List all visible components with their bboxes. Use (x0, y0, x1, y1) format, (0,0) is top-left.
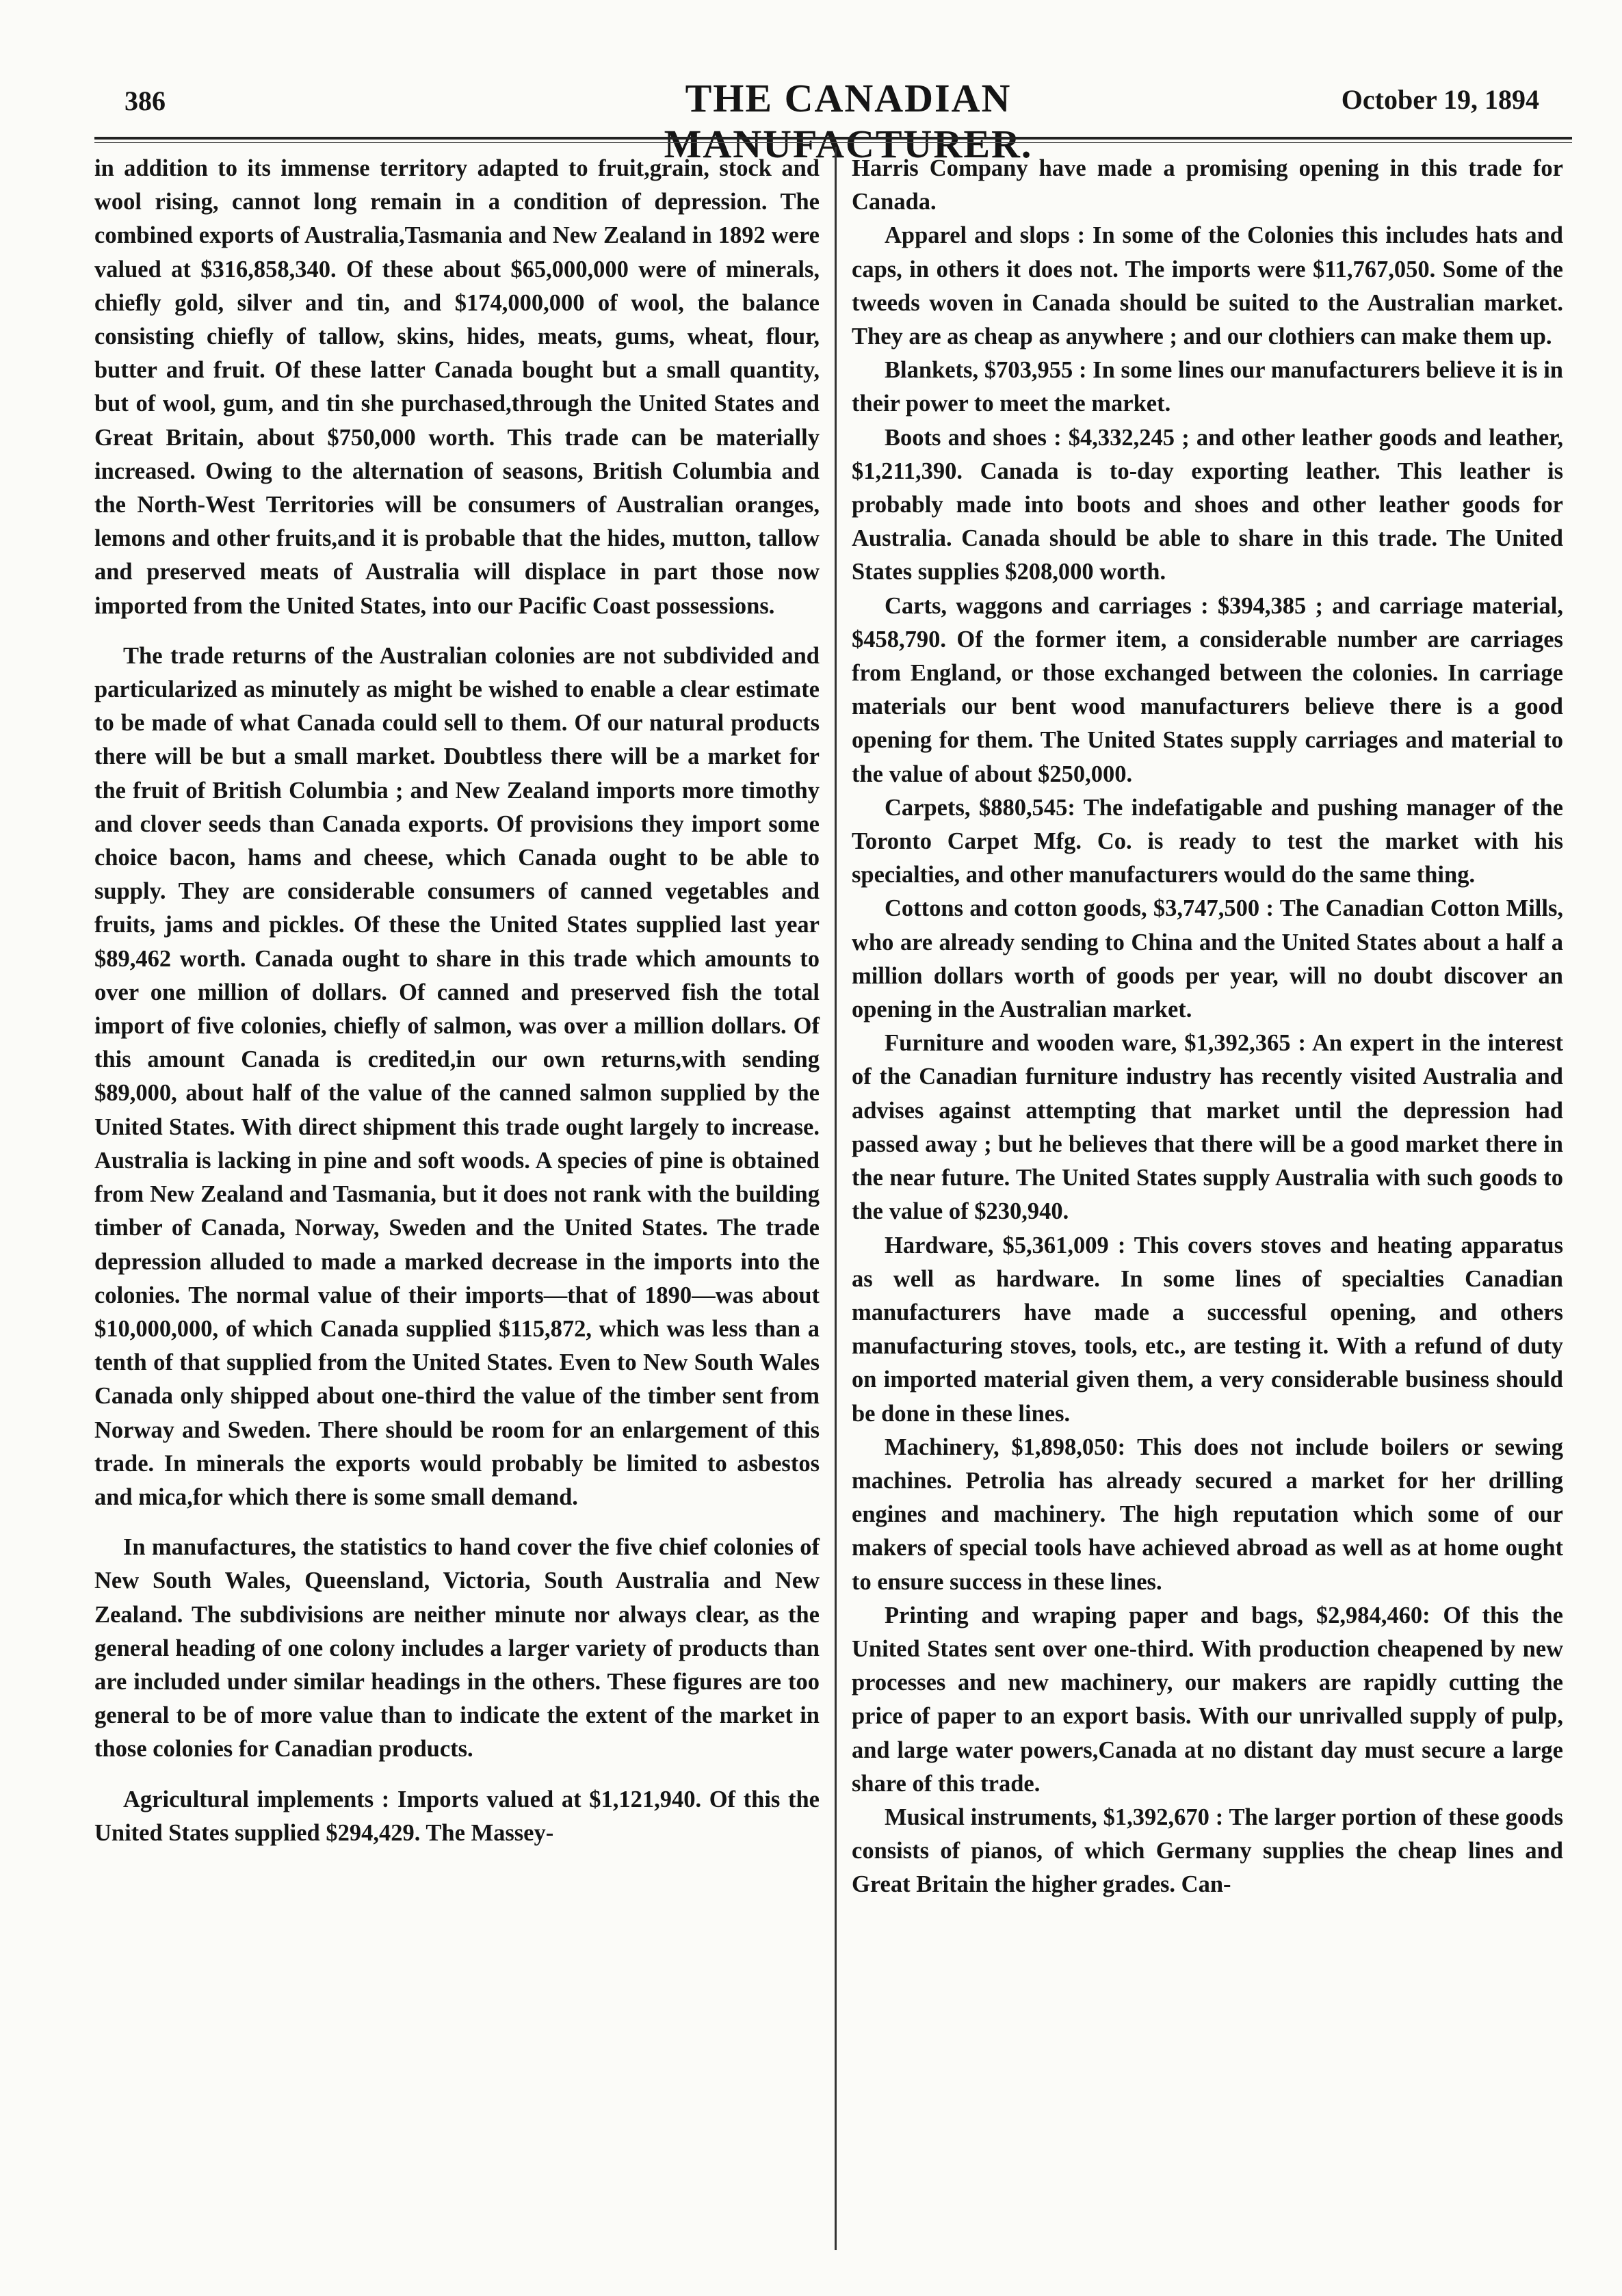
paragraph: Furniture and wooden ware, $1,392,365 : An expert in the interest of the Canadian furniture industry has recently visited Australia and advises against attempting that market until the depression had passed away ; but he believes that there will be a good market there in the near future. The United States supply Australia with such goods to the value of $230,940. (852, 1030, 1563, 1225)
issue-date: October 19, 1894 (1341, 84, 1539, 115)
header-rule (94, 137, 1572, 140)
paragraph: Carts, waggons and carriages : $394,385 ; and carriage material, $458,790. Of the former item, a considerable number are carriages from England, or those exchanged between the colonies. In carriage materials our bent wood manufacturers believe there is a good opening for them. The United States supply carriages and material to the value of about $250,000. (852, 592, 1563, 787)
right-column (852, 152, 1563, 1902)
paragraph: Harris Company have made a promising opening in this trade for Canada. (852, 155, 1563, 215)
left-column (94, 152, 820, 1850)
paragraph: Boots and shoes : $4,332,245 ; and other leather goods and leather, $1,211,390. Canada is to-day exporting leather. This leather is probably made into boots and shoes and other leather goods for Australia. Canada should be able to share in this trade. The United States supplies $208,000 worth. (852, 424, 1563, 585)
paragraph: Agricultural implements : Imports valued at $1,121,940. Of this the United States supplied $294,429. The Massey- (94, 1786, 820, 1846)
paragraph: Blankets, $703,955 : In some lines our manufacturers believe it is in their power to meet the market. (852, 357, 1563, 417)
paragraph: in addition to its immense territory adapted to fruit,grain, stock and wool rising, cannot long remain in a condition of depression. The combined exports of Australia,Tasmania and New Zealand in 1892 were valued at $316,858,340. Of these about $65,000,000 were of minerals, chiefly gold, silver and tin, and $174,000,000 of wool, the balance consisting chiefly of tallow, skins, hides, meats, gums, wheat, flour, butter and fruit. Of these latter Canada bought but a small quantity, but of wool, gum, and tin she purchased,through the United States and Great Britain, about $750,000 worth. This trade can be materially increased. Owing to the alternation of seasons, British Columbia and the North-West Territories will be consumers of Australian oranges, lemons and other fruits,and it is probable that the hides, mutton, tallow and preserved meats of Australia will displace in part those now imported from the United States, into our Pacific Coast possessions. (94, 155, 820, 619)
paragraph: In manufactures, the statistics to hand cover the five chief colonies of New South Wales, Queensland, Victoria, South Australia and New Zealand. The subdivisions are neither minute nor always clear, as the general heading of one colony includes a larger variety of products than are included under similar headings in the others. These figures are too general to be of more value than to indicate the extent of the market in those colonies for Canadian products. (94, 1534, 820, 1763)
paragraph: Hardware, $5,361,009 : This covers stoves and heating apparatus as well as hardware. In some lines of specialties Canadian manufacturers have made a successful opening, and others manufacturing stoves, tools, etc., are testing it. With a refund of duty on imported material given them, a very considerable business should be done in these lines. (852, 1232, 1563, 1427)
page-number: 386 (125, 85, 166, 116)
column-divider (835, 147, 837, 2250)
paragraph: Apparel and slops : In some of the Colonies this includes hats and caps, in others it does not. The imports were $11,767,050. Some of the tweeds woven in Canada should be suited to the Australian market. They are as cheap as anywhere ; and our clothiers can make them up. (852, 222, 1563, 350)
page-header (89, 75, 1573, 166)
paragraph: The trade returns of the Australian colonies are not subdivided and particularized as minutely as might be wished to enable a clear estimate to be made of what Canada could sell to them. Of our natural products there will be but a small market. Doubtless there will be a market for the fruit of British Columbia ; and New Zealand imports more timothy and clover seeds than Canada exports. Of provisions they import some choice bacon, hams and cheese, which Canada ought to be able to supply. They are considerable consumers of canned vegetables and fruits, jams and pickles. Of these the United States supplied last year $89,462 worth. Canada ought to share in this trade which amounts to over one million of dollars. Of canned and preserved fish the total import of five colonies, chiefly of salmon, was over a million dollars. Of this amount Canada is credited,in our own returns,with sending $89,000, about half of the value of the canned salmon supplied by the United States. With direct shipment this trade ought largely to increase. Australia is lacking in pine and soft woods. A species of pine is obtained from New Zealand and Tasmania, but it does not rank with the building timber of Canada, Norway, Sweden and the United States. The trade depression alluded to made a marked decrease in the imports into the colonies. The normal value of their imports—that of 1890—was about $10,000,000, of which Canada supplied $115,872, which was less than a tenth of that supplied from the United States. Even to New South Wales Canada only shipped about one-third the value of the timber sent from Norway and Sweden. There should be room for an enlargement of this trade. In minerals the exports would probably be limited to asbestos and mica,for which there is some small demand. (94, 642, 820, 1510)
paragraph: Machinery, $1,898,050: This does not include boilers or sewing machines. Petrolia has already secured a market for her drilling engines and machinery. The high reputation which some of our makers of special tools have achieved abroad as well as at home ought to ensure success in these lines. (852, 1434, 1563, 1595)
paragraph: Musical instruments, $1,392,670 : The larger portion of these goods consists of pianos, of which Germany supplies the cheap lines and Great Britain the higher grades. Can- (852, 1804, 1563, 1898)
header-rule-thin (94, 142, 1572, 143)
paragraph: Carpets, $880,545: The indefatigable and pushing manager of the Toronto Carpet Mfg. Co. is ready to test the market with his specialties, and other manufacturers would do the same thing. (852, 794, 1563, 888)
masthead-title: THE CANADIAN MANUFACTURER. (664, 76, 1033, 166)
paragraph: Printing and wraping paper and bags, $2,984,460: Of this the United States sent over one-third. With production cheapened by new processes and new machinery, our makers are rapidly cutting the price of paper to an export basis. With our unrivalled supply of pulp, and large water powers,Canada at no distant day must secure a large share of this trade. (852, 1602, 1563, 1797)
paragraph: Cottons and cotton goods, $3,747,500 : The Canadian Cotton Mills, who are already sending to China and the United States about a half a million dollars worth of goods per year, will no doubt discover an opening in the Australian market. (852, 895, 1563, 1023)
